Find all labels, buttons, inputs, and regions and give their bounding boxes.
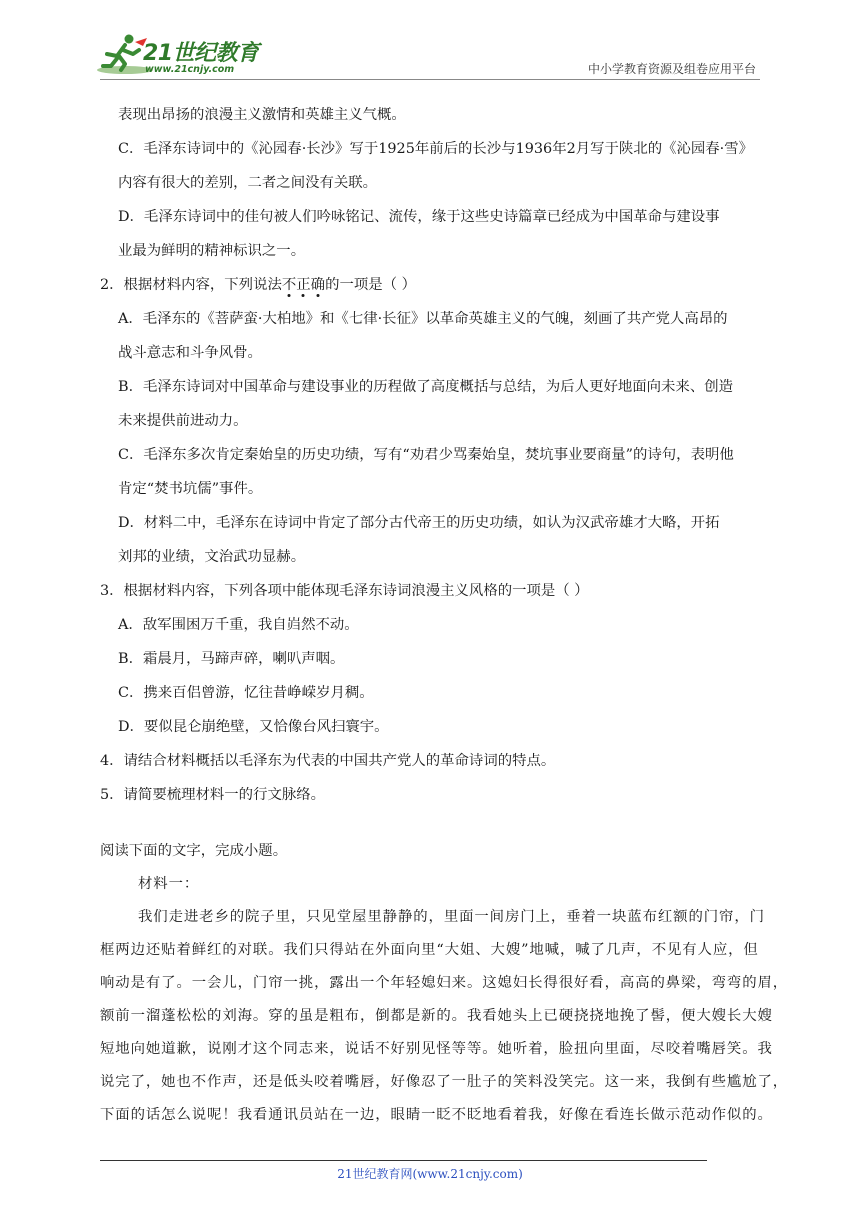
passage-line: 短地向她道歉，说刚才这个同志来，说话不好别见怪等等。她听着，脸扭向里面，尽咬着嘴唇笑。我 (100, 1041, 773, 1057)
platform-name: 中小学教育资源及组卷应用平台 (587, 62, 756, 76)
spacer (100, 812, 762, 834)
option-c: C．携来百侣曾游，忆往昔峥嵘岁月稠。 (118, 685, 374, 701)
option-b: B．毛泽东诗词对中国革命与建设事业的历程做了高度概括与总结，为后人更好地面向未来、创造 (118, 379, 733, 395)
text-line: 未来提供前进动力。 (118, 413, 248, 429)
document-body (100, 98, 789, 1132)
option-a: A．毛泽东的《菩萨蛮·大柏地》和《七律·长征》以革命英雄主义的气魄，刻画了共产党人高昂的 (118, 311, 728, 327)
emphasis-char: 不 (281, 277, 297, 293)
option-d: D．毛泽东诗词中的佳句被人们吟咏铭记、流传，缘于这些史诗篇章已经成为中国革命与建设事 (118, 209, 720, 225)
text-line: 表现出昂扬的浪漫主义激情和英雄主义气概。 (118, 107, 406, 123)
option-c: C．毛泽东多次肯定秦始皇的历史功绩，写有“劝君少骂秦始皇，焚坑事业要商量”的诗句，表明他 (118, 447, 734, 463)
passage-line: 说完了，她也不作声，还是低头咬着嘴唇，好像忍了一肚子的笑料没笑完。这一来，我倒有些尴尬了， (100, 1074, 789, 1090)
passage-line: 我们走进老乡的院子里，只见堂屋里静静的，里面一间房门上，垂着一块蓝布红额的门帘，门 (138, 909, 765, 925)
passage-line: 额前一溜蓬松松的刘海。穿的虽是粗布，倒都是新的。我看她头上已硬挠挠地挽了髻，便大嫂长大嫂 (100, 1008, 773, 1024)
option-b: B．霜晨月，马蹄声碎，喇叭声咽。 (118, 651, 345, 667)
text-line: 内容有很大的差别，二者之间没有关联。 (118, 175, 378, 191)
passage-line: 响动是有了。一会儿，门帘一挑，露出一个年轻媳妇来。这媳妇长得很好看，高高的鼻梁，弯弯的眉， (100, 975, 789, 991)
footer-divider (100, 1160, 707, 1161)
reading-instruction: 阅读下面的文字，完成小题。 (100, 843, 288, 859)
question-5: 5．请简要梳理材料一的行文脉络。 (100, 787, 326, 803)
material-heading: 材料一： (138, 876, 200, 892)
question-text: 2．根据材料内容，下列说法 (100, 277, 282, 293)
header-divider (100, 79, 760, 80)
option-d: D．材料二中，毛泽东在诗词中肯定了部分古代帝王的历史功绩，如认为汉武帝雄才大略，开拓 (118, 515, 720, 531)
option-a: A．敌军围困万千重，我自岿然不动。 (118, 617, 359, 633)
text-line: 战斗意志和斗争风骨。 (118, 345, 262, 361)
option-d: D．要似昆仑崩绝壁，又恰像台风扫寰宇。 (118, 719, 389, 735)
logo-url: www.21cnjy.com (145, 64, 235, 75)
footer-link[interactable]: 21世纪教育网(www.21cnjy.com) (337, 1167, 523, 1181)
question-4: 4．请结合材料概括以毛泽东为代表的中国共产党人的革命诗词的特点。 (100, 753, 556, 769)
passage-line: 下面的话怎么说呢！我看通讯员站在一边，眼睛一眨不眨地看着我，好像在看连长做示范动作似的。 (100, 1107, 773, 1123)
passage-line: 框两边还贴着鲜红的对联。我们只得站在外面向里“大姐、大嫂”地喊，喊了几声，不见有人应，但 (100, 942, 759, 958)
text-line: 业最为鲜明的精神标识之一。 (118, 243, 306, 259)
option-c: C．毛泽东诗词中的《沁园春·长沙》写于1925年前后的长沙与1936年2月写于陕北的《沁园春·雪》 (118, 141, 754, 157)
logo (95, 32, 265, 78)
logo-text: 21世纪教育 (143, 41, 259, 66)
emphasis-char: 正 (296, 277, 311, 293)
text-line: 刘邦的业绩，文治武功显赫。 (118, 549, 306, 565)
page-header (0, 0, 860, 80)
question-2 (100, 268, 762, 302)
emphasis-char: 确 (310, 277, 326, 293)
question-3: 3．根据材料内容，下列各项中能体现毛泽东诗词浪漫主义风格的一项是（ ） (100, 583, 589, 599)
text-line: 肯定“焚书坑儒”事件。 (118, 481, 263, 497)
question-text: 的一项是（ ） (325, 277, 416, 293)
